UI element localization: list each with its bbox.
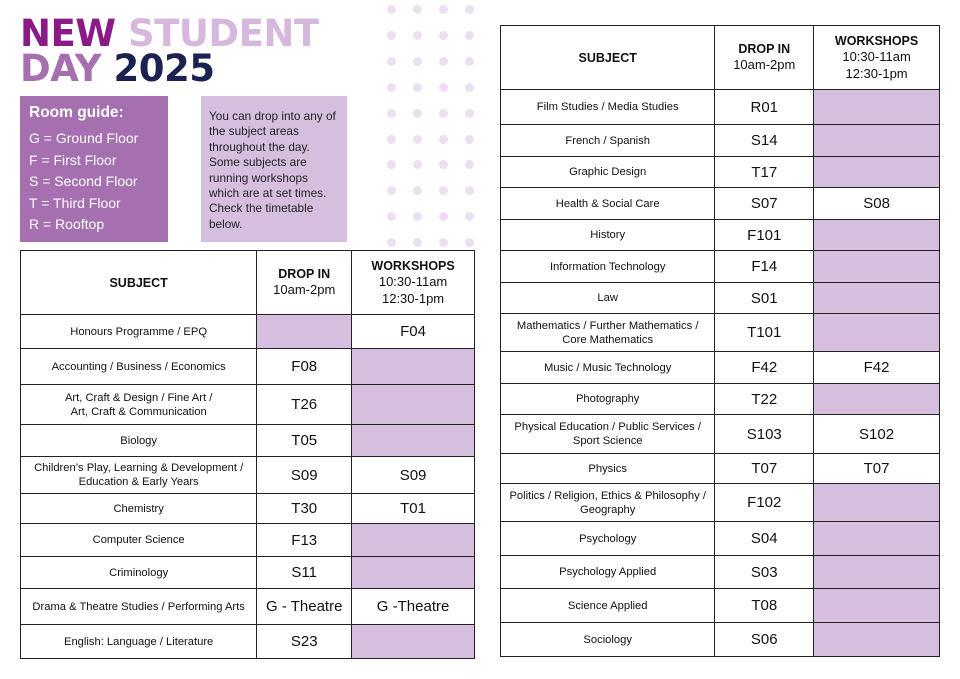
decorative-dot [439, 212, 448, 221]
drop-in-cell: S04 [715, 522, 814, 556]
table-row [501, 157, 940, 188]
decorative-dot [387, 57, 396, 66]
decorative-dot [387, 5, 396, 14]
decorative-dot [465, 109, 474, 118]
drop-in-cell: T26 [257, 385, 352, 425]
subject-cell: Chemistry [21, 494, 257, 524]
table-row [501, 125, 940, 157]
subject-cell: Honours Programme / EPQ [21, 315, 257, 349]
decorative-dot [465, 160, 474, 169]
drop-in-cell [257, 315, 352, 349]
decorative-dot [387, 109, 396, 118]
room-guide-item: T = Third Floor [29, 194, 121, 211]
workshop-cell [814, 556, 940, 589]
workshop-cell [352, 557, 475, 589]
decorative-dot-grid [382, 4, 482, 249]
room-guide-item: R = Rooftop [29, 216, 105, 232]
subject-cell: Children’s Play, Learning & Development / Education & Early Years [21, 457, 257, 494]
subject-cell: Science Applied [501, 589, 715, 623]
decorative-dot [439, 83, 448, 92]
drop-in-cell: T17 [715, 157, 814, 188]
table-row [501, 314, 940, 352]
subject-cell: English: Language / Literature [21, 625, 257, 659]
drop-in-cell: S07 [715, 188, 814, 220]
table-row [21, 524, 475, 557]
table-row [21, 625, 475, 659]
workshop-cell [352, 385, 475, 425]
drop-in-cell: R01 [715, 90, 814, 125]
table-row [21, 349, 475, 385]
workshop-cell: T01 [352, 494, 475, 524]
workshop-cell [814, 157, 940, 188]
room-guide-item: G = Ground Floor [29, 130, 139, 146]
drop-in-cell: G - Theatre [257, 589, 352, 625]
table-row [501, 484, 940, 522]
decorative-dot [439, 238, 448, 247]
workshop-cell [814, 589, 940, 623]
header-subject: SUBJECT [21, 251, 257, 315]
workshop-cell [814, 283, 940, 314]
table-row [501, 522, 940, 556]
decorative-dot [387, 31, 396, 40]
subject-cell: Psychology Applied [501, 556, 715, 589]
table-row [501, 188, 940, 220]
drop-in-cell: F101 [715, 220, 814, 251]
subject-cell: French / Spanish [501, 125, 715, 157]
decorative-dot [413, 83, 422, 92]
subject-cell: Art, Craft & Design / Fine Art / Art, Craft & Communication [21, 385, 257, 425]
drop-in-cell: S11 [257, 557, 352, 589]
decorative-dot [413, 57, 422, 66]
drop-in-cell: S23 [257, 625, 352, 659]
decorative-dot [439, 31, 448, 40]
room-guide-item: F = First Floor [29, 151, 117, 168]
decorative-dot [465, 83, 474, 92]
title-line-1: NEW STUDENT [20, 12, 319, 55]
decorative-dot [465, 238, 474, 247]
workshop-cell: T07 [814, 454, 940, 484]
drop-in-cell: T101 [715, 314, 814, 352]
workshop-cell [814, 623, 940, 657]
workshop-cell [814, 314, 940, 352]
decorative-dot [413, 135, 422, 144]
table-row [21, 457, 475, 494]
subject-cell: Physics [501, 454, 715, 484]
drop-in-cell: F13 [257, 524, 352, 557]
workshop-cell: G -Theatre [352, 589, 475, 625]
workshop-cell [814, 125, 940, 157]
decorative-dot [387, 135, 396, 144]
decorative-dot [387, 186, 396, 195]
table-row [501, 384, 940, 415]
table-row [501, 90, 940, 125]
workshop-cell [352, 625, 475, 659]
table-row [21, 494, 475, 524]
table-row [21, 557, 475, 589]
table-row [501, 556, 940, 589]
decorative-dot [413, 238, 422, 247]
drop-in-cell: S01 [715, 283, 814, 314]
decorative-dot [413, 212, 422, 221]
decorative-dot [439, 160, 448, 169]
table-row [501, 352, 940, 384]
table-row [501, 251, 940, 283]
room-guide [20, 96, 168, 242]
decorative-dot [387, 83, 396, 92]
subject-cell: Computer Science [21, 524, 257, 557]
subject-cell: Physical Education / Public Services / Sport Science [501, 415, 715, 454]
info-note: You can drop into any of the subject areas throughout the day. Some subjects are running workshops which are at set times. Check the timetable below. [201, 96, 347, 242]
subject-cell: Information Technology [501, 251, 715, 283]
timetable-right [500, 25, 940, 657]
decorative-dot [439, 135, 448, 144]
drop-in-cell: F08 [257, 349, 352, 385]
room-guide-item: S = Second Floor [29, 173, 138, 189]
workshop-cell [352, 349, 475, 385]
workshop-cell [814, 90, 940, 125]
table-row [21, 385, 475, 425]
decorative-dot [387, 160, 396, 169]
workshop-cell: F42 [814, 352, 940, 384]
workshop-cell: S09 [352, 457, 475, 494]
decorative-dot [387, 238, 396, 247]
subject-cell: Health & Social Care [501, 188, 715, 220]
header-drop-in: DROP IN 10am-2pm [715, 26, 814, 90]
table-row [501, 454, 940, 484]
subject-cell: Biology [21, 425, 257, 457]
workshop-cell: S08 [814, 188, 940, 220]
timetable-left [20, 250, 475, 659]
subject-cell: Psychology [501, 522, 715, 556]
header-workshops: WORKSHOPS 10:30-11am 12:30-1pm [814, 26, 940, 90]
drop-in-cell: T07 [715, 454, 814, 484]
page-title [20, 12, 319, 90]
table-row [501, 589, 940, 623]
decorative-dot [465, 31, 474, 40]
subject-cell: Politics / Religion, Ethics & Philosophy / Geography [501, 484, 715, 522]
decorative-dot [439, 57, 448, 66]
workshop-cell [814, 220, 940, 251]
header-subject: SUBJECT [501, 26, 715, 90]
workshop-cell [814, 384, 940, 415]
workshop-cell [814, 251, 940, 283]
decorative-dot [465, 135, 474, 144]
subject-cell: Photography [501, 384, 715, 415]
subject-cell: Drama & Theatre Studies / Performing Arts [21, 589, 257, 625]
subject-cell: Graphic Design [501, 157, 715, 188]
drop-in-cell: T22 [715, 384, 814, 415]
drop-in-cell: T30 [257, 494, 352, 524]
room-guide-heading: Room guide: [29, 104, 124, 121]
decorative-dot [465, 186, 474, 195]
decorative-dot [439, 186, 448, 195]
drop-in-cell: S03 [715, 556, 814, 589]
decorative-dot [465, 212, 474, 221]
table-row [21, 425, 475, 457]
decorative-dot [413, 5, 422, 14]
header-drop-in: DROP IN 10am-2pm [257, 251, 352, 315]
drop-in-cell: F42 [715, 352, 814, 384]
drop-in-cell: F14 [715, 251, 814, 283]
subject-cell: History [501, 220, 715, 251]
subject-cell: Accounting / Business / Economics [21, 349, 257, 385]
table-row [21, 589, 475, 625]
subject-cell: Law [501, 283, 715, 314]
table-row [501, 283, 940, 314]
subject-cell: Sociology [501, 623, 715, 657]
table-row [501, 220, 940, 251]
workshop-cell: S102 [814, 415, 940, 454]
drop-in-cell: S06 [715, 623, 814, 657]
header-workshops: WORKSHOPS 10:30-11am 12:30-1pm [352, 251, 475, 315]
decorative-dot [413, 109, 422, 118]
subject-cell: Music / Music Technology [501, 352, 715, 384]
decorative-dot [413, 186, 422, 195]
workshop-cell [352, 425, 475, 457]
table-row [501, 623, 940, 657]
decorative-dot [439, 5, 448, 14]
decorative-dot [465, 5, 474, 14]
drop-in-cell: F102 [715, 484, 814, 522]
drop-in-cell: S09 [257, 457, 352, 494]
drop-in-cell: T05 [257, 425, 352, 457]
workshop-cell [814, 522, 940, 556]
drop-in-cell: S14 [715, 125, 814, 157]
title-line-2: DAY 2025 [20, 47, 215, 90]
workshop-cell: F04 [352, 315, 475, 349]
subject-cell: Criminology [21, 557, 257, 589]
decorative-dot [413, 31, 422, 40]
workshop-cell [814, 484, 940, 522]
subject-cell: Film Studies / Media Studies [501, 90, 715, 125]
table-row [21, 315, 475, 349]
decorative-dot [465, 57, 474, 66]
drop-in-cell: S103 [715, 415, 814, 454]
decorative-dot [387, 212, 396, 221]
workshop-cell [352, 524, 475, 557]
decorative-dot [413, 160, 422, 169]
subject-cell: Mathematics / Further Mathematics / Core Mathematics [501, 314, 715, 352]
table-row [501, 415, 940, 454]
drop-in-cell: T08 [715, 589, 814, 623]
decorative-dot [439, 109, 448, 118]
